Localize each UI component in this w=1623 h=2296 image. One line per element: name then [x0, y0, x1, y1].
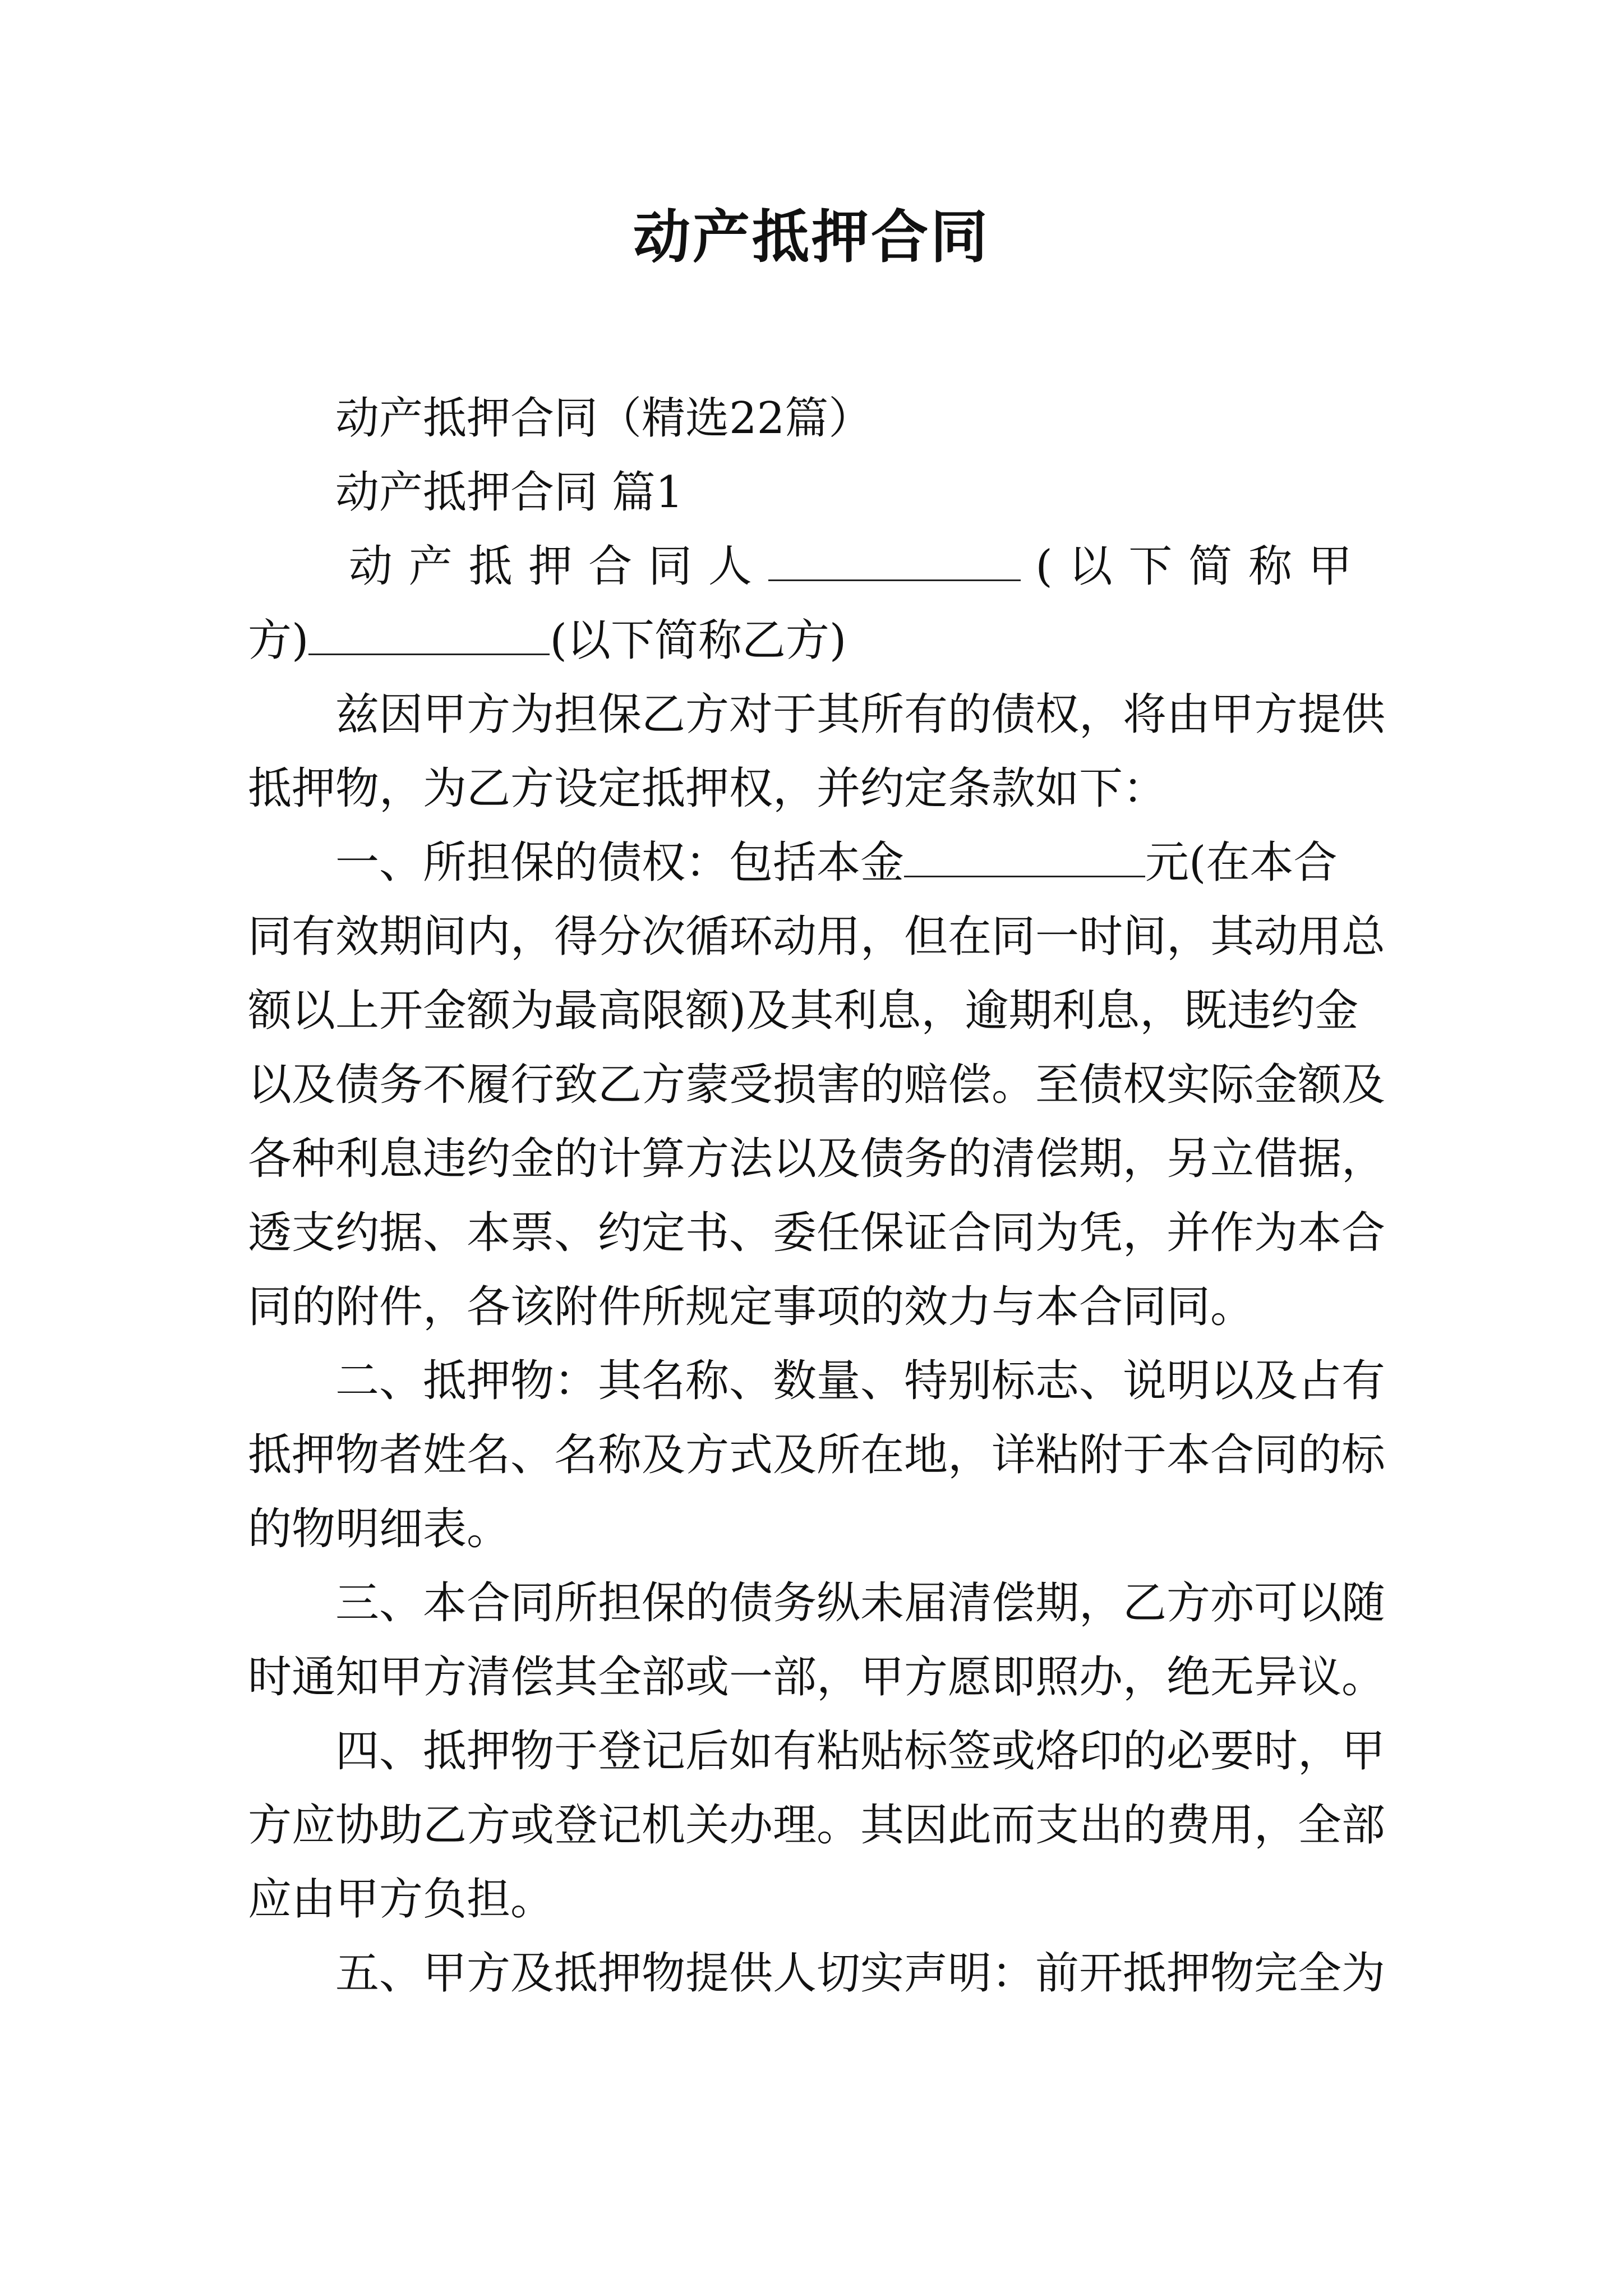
clause-1-line-1 [248, 826, 1386, 900]
clause-4-line-3: 应由甲方负担。 [248, 1874, 555, 1925]
party-line-2 [248, 604, 1386, 678]
document-title: 动产抵押合同 [633, 204, 990, 271]
clause-4-line-1: 四、抵押物于登记后如有粘贴标签或烙印的必要时，甲 [335, 1726, 1386, 1777]
clause-1-text-b: 元(在本合 [1145, 838, 1338, 888]
clause-4-line-2: 方应协助乙方或登记机关办理。其因此而支出的费用，全部 [248, 1800, 1386, 1851]
party-line-1 [248, 530, 1386, 604]
clause-1-line-5: 各种利息违约金的计算方法以及债务的清偿期，另立借据， [248, 1134, 1386, 1184]
section-heading: 动产抵押合同 篇1 [335, 467, 684, 518]
party-a-name-blank [768, 540, 1021, 581]
intro-line-2: 抵押物，为乙方设定抵押权，并约定条款如下： [248, 763, 1167, 814]
party-b-name-blank [308, 614, 550, 655]
clause-2-line-2: 抵押物者姓名、名称及方式及所在地，详粘附于本合同的标 [248, 1430, 1386, 1480]
principal-amount-blank [904, 836, 1145, 877]
party-line-1-text-b: ( 以 下 简 称 甲 [1035, 541, 1353, 592]
party-line-1-text-a: 动 产 抵 押 合 同 人 [349, 541, 753, 592]
clause-3-line-2: 时通知甲方清偿其全部或一部，甲方愿即照办，绝无异议。 [248, 1652, 1386, 1703]
clause-3-line-1: 三、本合同所担保的债务纵未届清偿期，乙方亦可以随 [335, 1578, 1386, 1628]
clause-1-text-a: 一、所担保的债权：包括本金 [335, 838, 905, 888]
document-subtitle: 动产抵押合同（精选22篇） [335, 393, 873, 444]
clause-1-line-6: 透支约据、本票、约定书、委任保证合同为凭，并作为本合 [248, 1208, 1386, 1258]
clause-1-line-4: 以及债务不履行致乙方蒙受损害的赔偿。至债权实际金额及 [248, 1060, 1386, 1110]
clause-2-line-1: 二、抵押物：其名称、数量、特别标志、说明以及占有 [335, 1356, 1386, 1406]
clause-1-line-2: 同有效期间内，得分次循环动用，但在同一时间，其动用总 [248, 912, 1386, 962]
clause-2-line-3: 的物明细表。 [248, 1504, 511, 1554]
party-line-2-text-a: 方) [248, 615, 309, 666]
intro-line-1: 兹因甲方为担保乙方对于其所有的债权，将由甲方提供 [335, 689, 1386, 740]
document-body [248, 381, 1386, 2010]
clause-5-line-1: 五、甲方及抵押物提供人切实声明：前开抵押物完全为 [335, 1948, 1386, 1999]
clause-1-line-7: 同的附件，各该附件所规定事项的效力与本合同同。 [248, 1282, 1255, 1332]
clause-1-line-3: 额以上开金额为最高限额)及其利息，逾期利息，既违约金 [248, 986, 1359, 1036]
party-line-2-text-b: (以下简称乙方) [550, 615, 847, 666]
